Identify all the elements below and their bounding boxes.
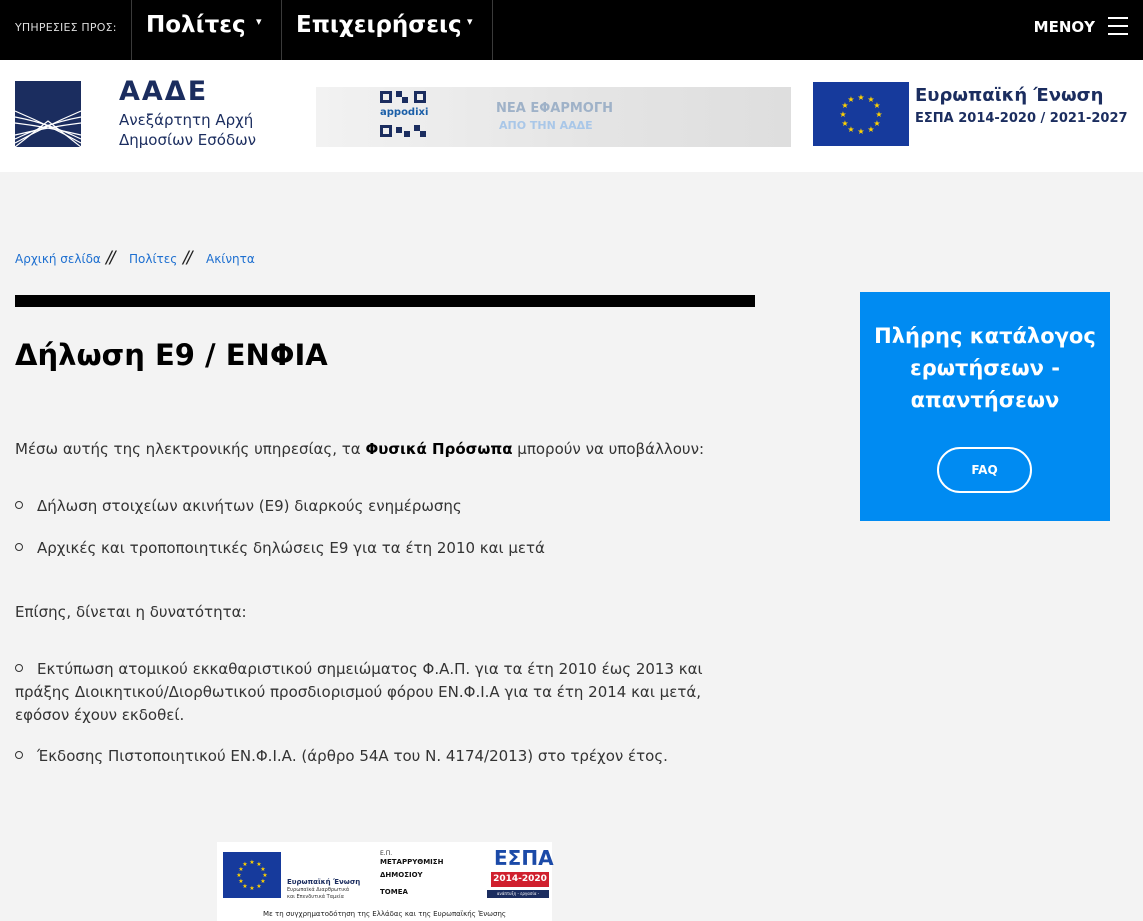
svg-text:★: ★	[249, 885, 255, 892]
svg-text:★: ★	[875, 110, 883, 119]
footer-program-name: ΔΗΜΟΣΙΟΥ	[380, 871, 423, 879]
svg-text:★: ★	[262, 872, 268, 879]
chevron-down-icon[interactable]: ▾	[467, 15, 473, 28]
list-item: Αρχικές και τροποποιητικές δηλώσεις Ε9 για τα έτη 2010 και μετά	[15, 537, 755, 560]
hamburger-icon[interactable]	[1108, 17, 1128, 35]
svg-text:★: ★	[873, 119, 881, 128]
breadcrumb-property[interactable]: Ακίνητα	[206, 252, 255, 266]
espa-footer-banner[interactable]	[217, 842, 552, 921]
bullet-icon	[15, 543, 23, 551]
banner-headline: ΝΕΑ ΕΦΑΡΜΟΓΗ	[496, 101, 614, 116]
espa-logo: ΕΣΠΑ	[494, 846, 554, 870]
nav-divider	[492, 0, 493, 60]
logo-subtitle: Ανεξάρτητη Αρχή	[119, 111, 254, 129]
list-item: Δήλωση στοιχείων ακινήτων (Ε9) διαρκούς ενημέρωσης	[15, 495, 755, 518]
svg-text:★: ★	[847, 125, 855, 134]
svg-text:★: ★	[256, 883, 262, 890]
espa-subtitle: ΕΣΠΑ 2014-2020 / 2021-2027	[915, 111, 1128, 126]
intro-bold-text: Φυσικά Πρόσωπα	[365, 440, 513, 458]
footer-program-label: Ε.Π.	[380, 850, 393, 857]
faq-button[interactable]: FAQ	[937, 447, 1032, 493]
faq-panel-title: Πλήρης κατάλογος ερωτήσεων - απαντήσεων	[874, 324, 1096, 412]
svg-text:★: ★	[242, 883, 248, 890]
title-divider-bar	[15, 295, 755, 307]
breadcrumb-separator: //	[106, 248, 114, 268]
list-item: Έκδοσης Πιστοποιητικού ΕΝ.Φ.Ι.Α. (άρθρο 54Α του Ν. 4174/2013) στο τρέχον έτος.	[15, 745, 755, 768]
nav-businesses[interactable]: Επιχειρήσεις	[296, 12, 462, 38]
footer-eu-fund: και Επενδυτικά Ταμεία	[287, 894, 344, 900]
banner-app-name: appodixi	[380, 107, 429, 118]
espa-years: 2014-2020	[491, 872, 549, 887]
svg-text:★: ★	[242, 861, 248, 868]
svg-text:★: ★	[857, 93, 865, 102]
faq-panel	[860, 292, 1110, 521]
eu-flag-icon[interactable]	[813, 82, 909, 146]
page-title: Δήλωση Ε9 / ΕΝΦΙΑ	[15, 338, 328, 372]
nav-citizens[interactable]: Πολίτες	[146, 12, 246, 38]
svg-text:★: ★	[238, 866, 244, 873]
services-label: ΥΠΗΡΕΣΙΕΣ ΠΡΟΣ:	[15, 21, 117, 34]
footer-eu-title: Ευρωπαϊκή Ένωση	[287, 878, 361, 886]
breadcrumb-citizens[interactable]: Πολίτες	[129, 252, 178, 266]
logo-subtitle: Δημοσίων Εσόδων	[119, 131, 257, 149]
svg-text:★: ★	[841, 101, 849, 110]
svg-text:★: ★	[839, 110, 847, 119]
chevron-down-icon[interactable]: ▾	[256, 15, 262, 28]
also-paragraph: Επίσης, δίνεται η δυνατότητα:	[15, 603, 247, 621]
appodixi-banner[interactable]	[316, 87, 791, 147]
list-item: Εκτύπωση ατομικού εκκαθαριστικού σημειώματος Φ.Α.Π. για τα έτη 2010 έως 2013 και πράξης Διοικητικού/Διορθωτικού προσδιορισμού φόρου ΕΝ.Φ.Ι.Α για τα έτη 2014 και μετά, εφόσον έχουν εκδοθεί.	[15, 660, 703, 724]
svg-text:★: ★	[260, 878, 266, 885]
svg-text:★: ★	[841, 119, 849, 128]
svg-text:★: ★	[867, 125, 875, 134]
svg-text:★: ★	[260, 866, 266, 873]
menu-button[interactable]: ΜΕΝΟΥ	[1033, 18, 1095, 36]
footer-eu-fund: Ευρωπαϊκά Διαρθρωτικά	[287, 887, 350, 893]
svg-text:★: ★	[857, 127, 865, 136]
bullet-icon	[15, 501, 23, 509]
svg-text:★: ★	[847, 95, 855, 104]
eu-title: Ευρωπαϊκή Ένωση	[915, 85, 1104, 106]
breadcrumb-separator: //	[183, 248, 191, 268]
intro-paragraph: Μέσω αυτής της ηλεκτρονικής υπηρεσίας, τα Φυσικά Πρόσωπα μπορούν να υποβάλλουν:	[15, 440, 705, 458]
top-nav-bar	[0, 0, 1143, 60]
eu-flag-icon	[223, 852, 281, 898]
bullet-icon	[15, 664, 23, 672]
nav-divider	[281, 0, 282, 60]
bullet-icon	[15, 751, 23, 759]
nav-divider	[131, 0, 132, 60]
banner-subline: ΑΠΟ ΤΗΝ ΑΑΔΕ	[499, 119, 593, 132]
svg-text:★: ★	[867, 95, 875, 104]
breadcrumb-home[interactable]: Αρχική σελίδα	[15, 252, 101, 266]
cofunding-note: Με τη συγχρηματοδότηση της Ελλάδας και της Ευρωπαϊκής Ένωσης	[262, 910, 507, 918]
svg-text:★: ★	[236, 872, 242, 879]
svg-text:★: ★	[238, 878, 244, 885]
logo-title[interactable]: ΑΑΔΕ	[119, 76, 209, 107]
svg-text:★: ★	[873, 101, 881, 110]
footer-program-name: ΜΕΤΑΡΡΥΘΜΙΣΗ	[380, 858, 444, 866]
svg-text:★: ★	[249, 859, 255, 866]
aade-logo-icon[interactable]	[15, 81, 81, 147]
espa-tagline: ανάπτυξη - εργασία - αλληλεγγύη	[487, 890, 549, 898]
footer-program-name: ΤΟΜΕΑ	[380, 888, 408, 896]
site-header	[0, 60, 1143, 172]
svg-text:★: ★	[256, 861, 262, 868]
